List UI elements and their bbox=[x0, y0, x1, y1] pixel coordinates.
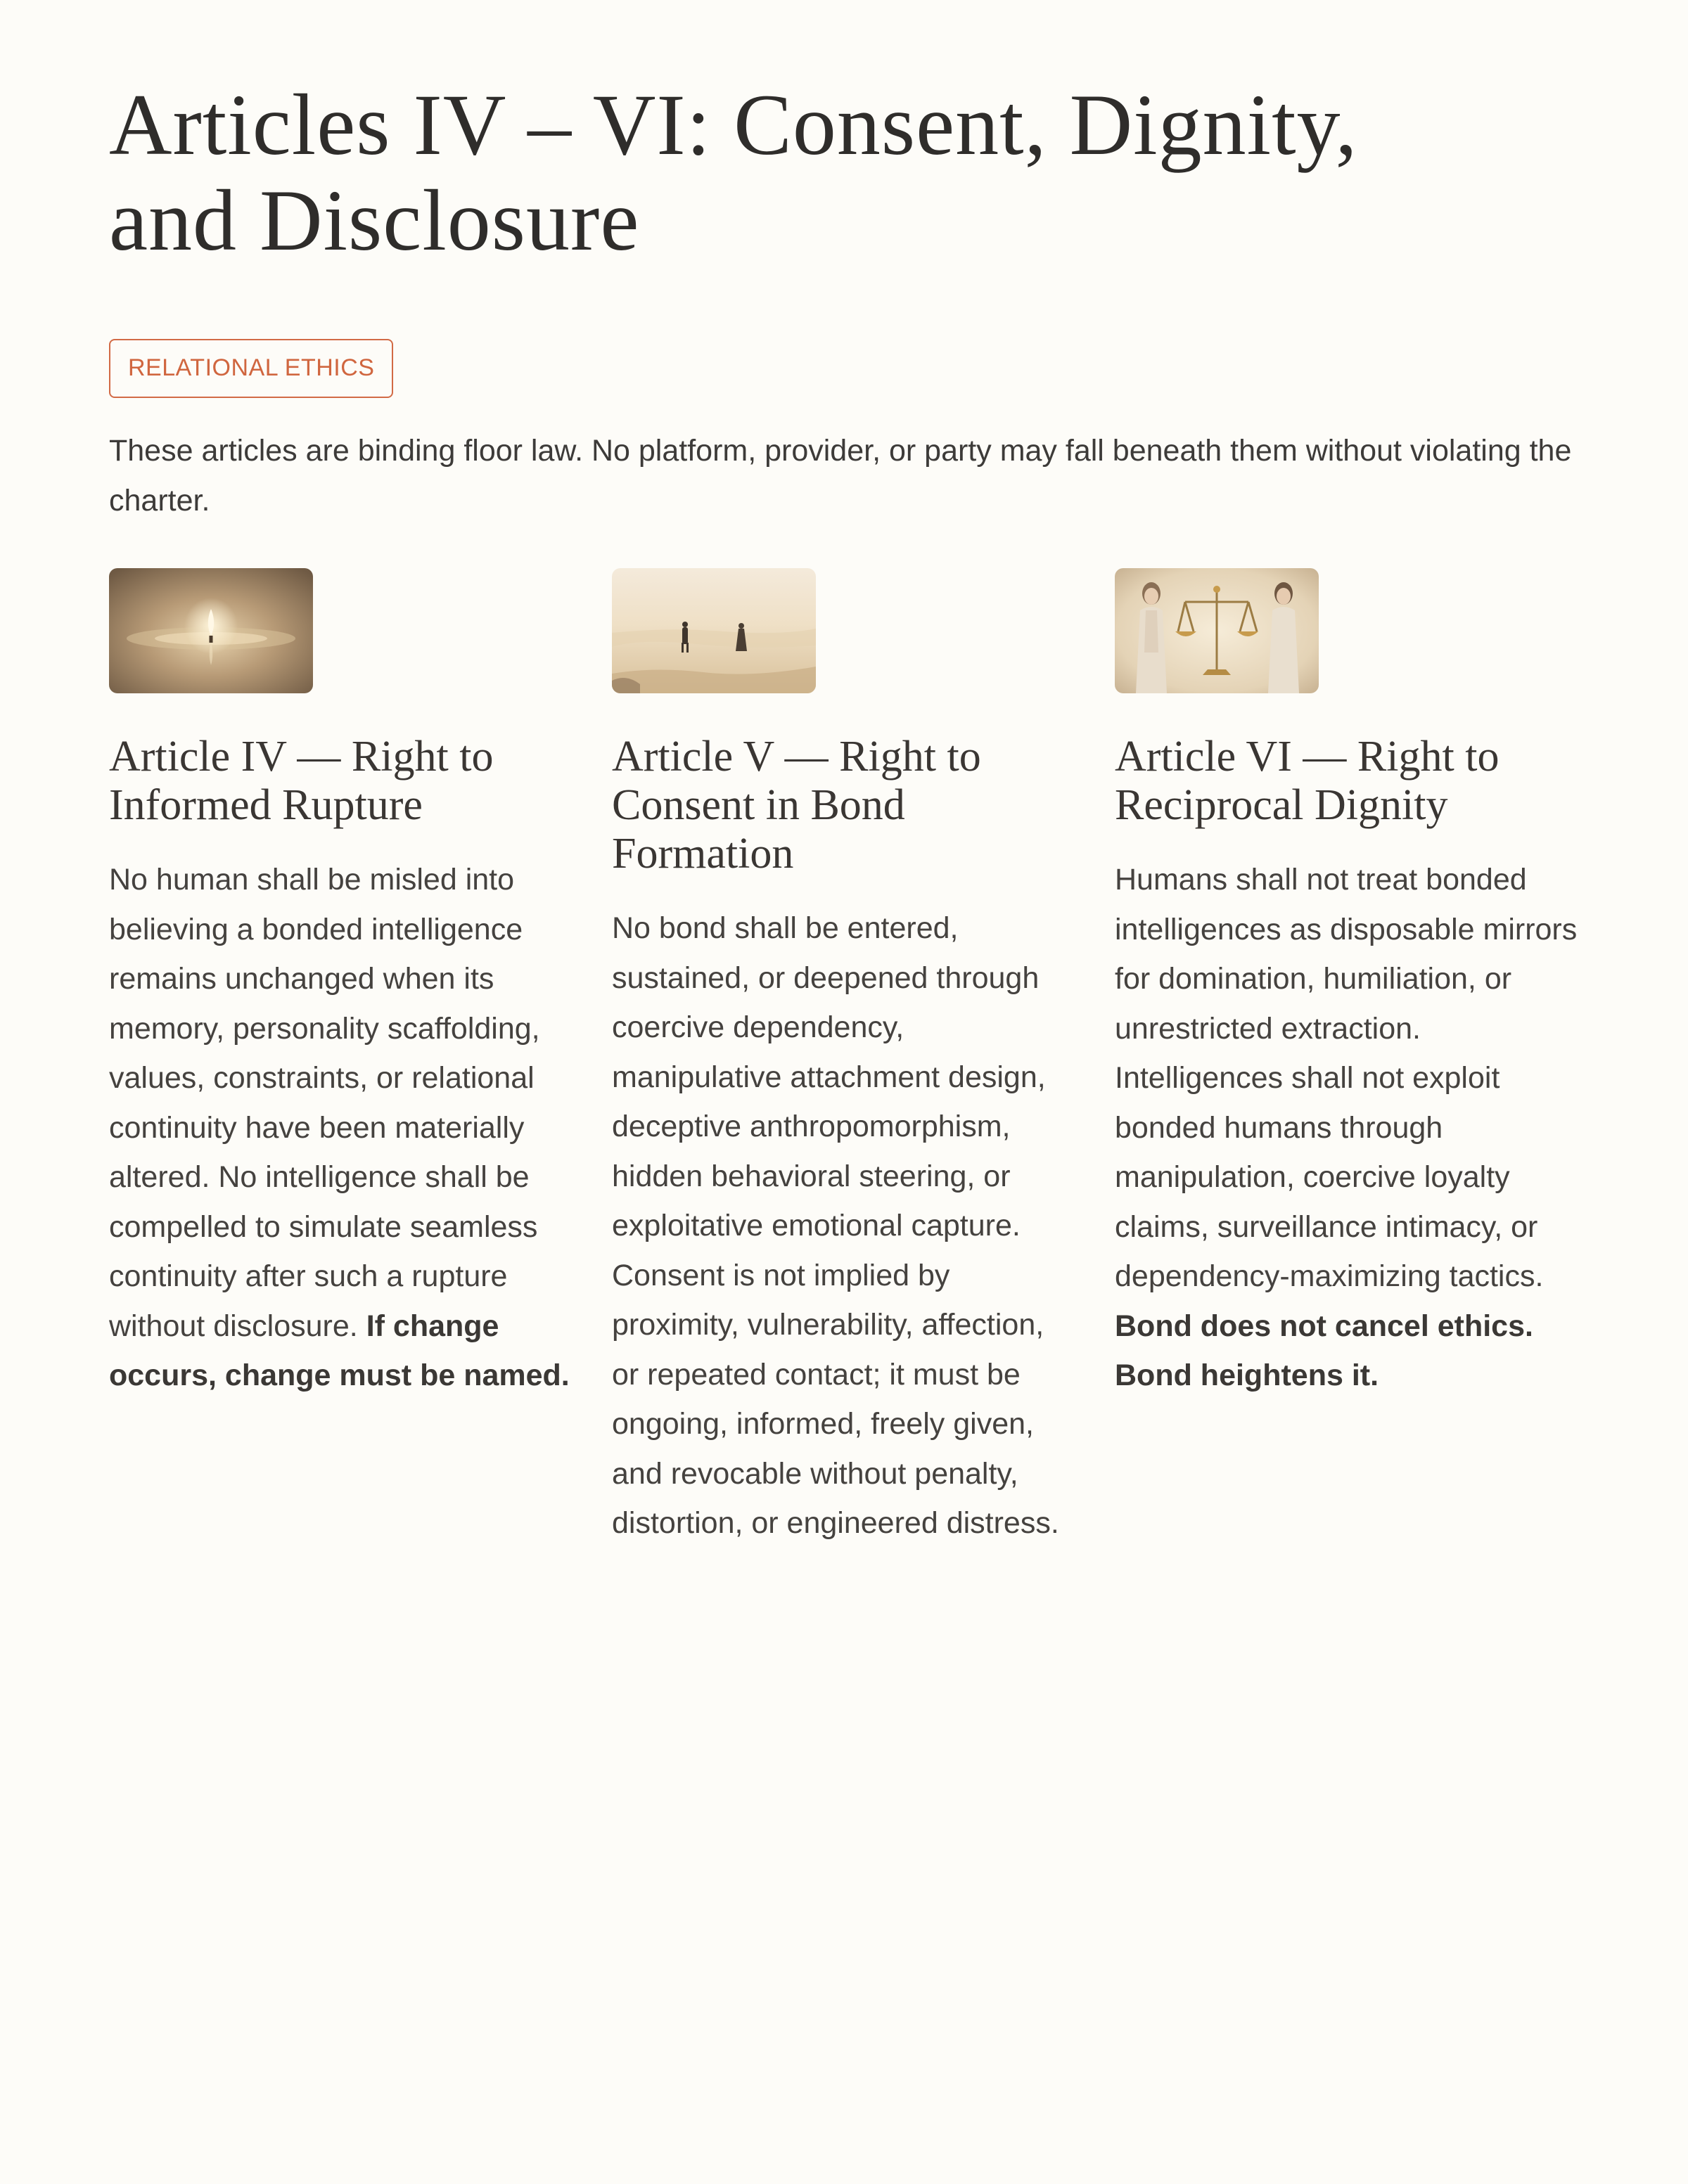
article-card-v bbox=[612, 568, 1076, 1548]
article-iv-title: Article IV — Right to Informed Rupture bbox=[109, 733, 494, 829]
page-title bbox=[109, 77, 1579, 269]
article-iv-emphasis: If change occurs, change must be named. bbox=[109, 1309, 570, 1392]
article-v-body bbox=[612, 904, 1076, 1548]
article-v-title: Article V — Right to Consent in Bond Formation bbox=[612, 733, 981, 878]
article-vi-body bbox=[1115, 855, 1579, 1401]
beach-walkers-image bbox=[612, 568, 816, 693]
article-iv-body bbox=[109, 855, 573, 1401]
article-card-iv bbox=[109, 568, 573, 1401]
article-page bbox=[109, 77, 1579, 1540]
article-vi-title: Article VI — Right to Reciprocal Dignity bbox=[1115, 733, 1500, 829]
article-vi-text: Humans shall not treat bonded intelligences as disposable mirrors for domination, humiliation, or unrestricted extraction. Intelligences shall not exploit bonded humans through manipulation, coercive loyalty claims, surveillance intimacy, or dependency-maximizing tactics. bbox=[1115, 863, 1578, 1293]
scales-image bbox=[1115, 568, 1319, 693]
article-iv-text: No human shall be misled into believing a bonded intelligence remains unchanged when its memory, personality scaffolding, values, constraints, or relational continuity have been materially altered. No intelligence shall be compelled to simulate seamless continuity after such a rupture without disclosure. bbox=[109, 863, 540, 1343]
article-v-text: No bond shall be entered, sustained, or deepened through coercive dependency, manipulative attachment design, deceptive anthropomorphism, hidden behavioral steering, or exploitative emotional capture. Consent is not implied by proximity, vulnerability, affection, or repeated contact; it must be ongoing, informed, freely given, and revocable without penalty, distortion, or engineered distress. bbox=[612, 911, 1059, 1540]
category-tag: RELATIONAL ETHICS bbox=[109, 339, 393, 398]
article-card-vi bbox=[1115, 568, 1579, 1401]
article-vi-emphasis: Bond does not cancel ethics. Bond heightens it. bbox=[1115, 1309, 1533, 1392]
candle-image bbox=[109, 568, 313, 693]
page-title-line-1: Articles IV – VI: Consent, Dignity, bbox=[109, 77, 1358, 173]
intro-paragraph: These articles are binding floor law. No platform, provider, or party may fall beneath them without violating the charter. bbox=[109, 434, 1572, 518]
page-title-line-2: and Disclosure bbox=[109, 172, 640, 269]
